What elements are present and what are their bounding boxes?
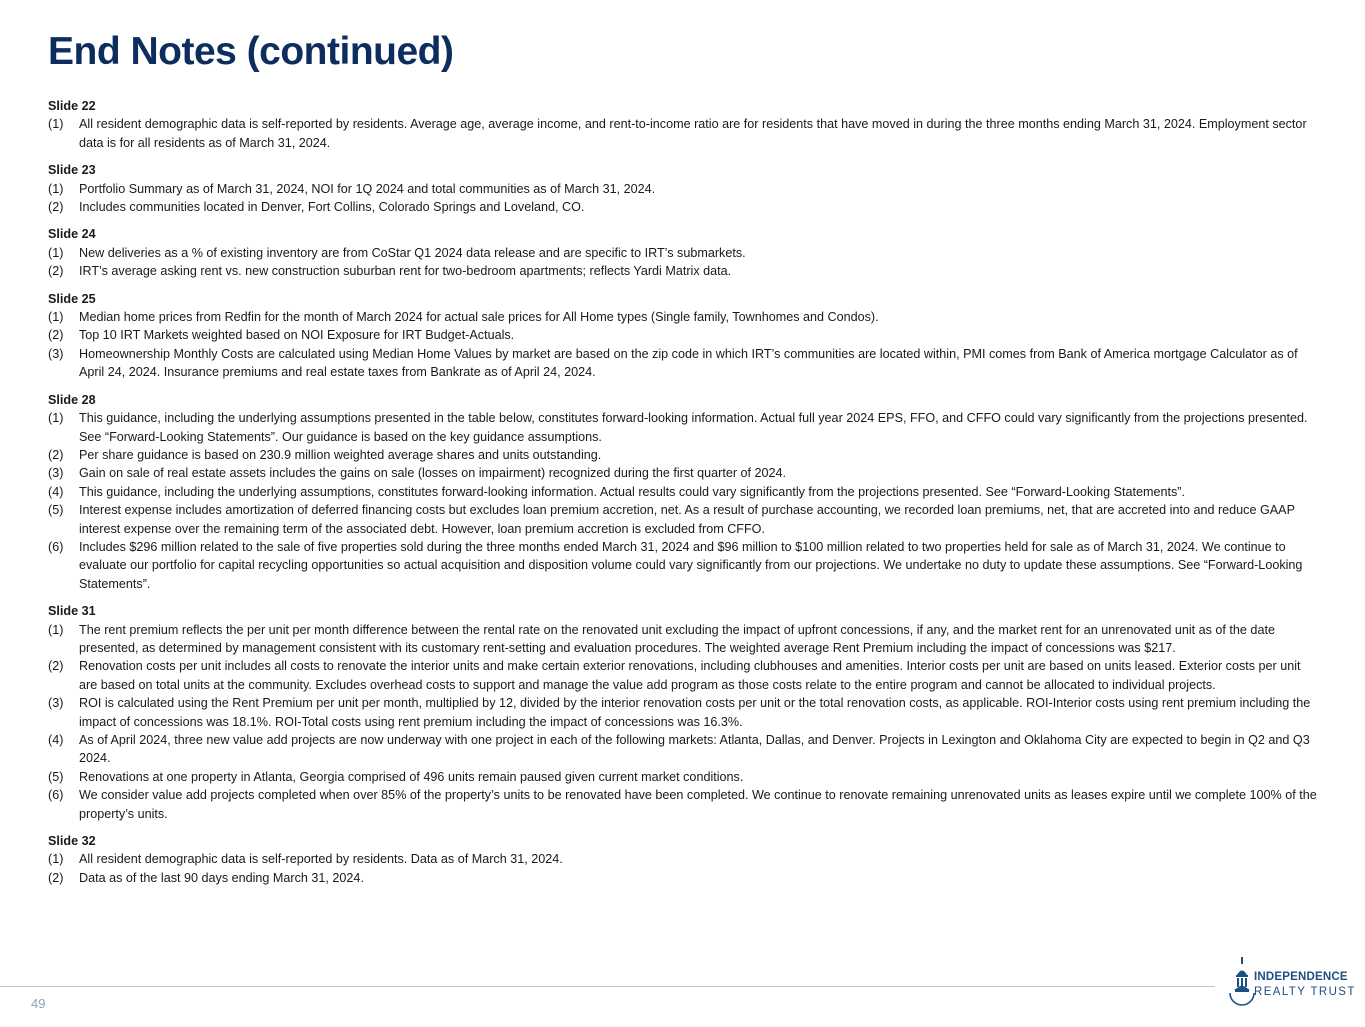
note-number: (6) (48, 539, 64, 554)
end-notes-list (48, 97, 1318, 896)
end-note (48, 198, 1318, 216)
note-number: (3) (48, 696, 64, 711)
end-note (48, 694, 1318, 731)
end-note (48, 308, 1318, 326)
end-note (48, 850, 1318, 868)
note-number: (5) (48, 503, 64, 518)
note-text: As of April 2024, three new value add projects are now underway with one project in each of the following markets: Atlanta, Dallas, and Denver. Projects in Lexington and Oklahoma City are expected to begin in Q2 and Q3 2024. (79, 733, 1310, 766)
slide-heading: Slide 31 (48, 604, 96, 619)
end-note (48, 786, 1318, 823)
note-text: Renovations at one property in Atlanta, Georgia comprised of 496 units remain paused given current market conditions. (79, 769, 744, 784)
note-text: Gain on sale of real estate assets includes the gains on sale (losses on impairment) recognized during the first quarter of 2024. (79, 466, 787, 481)
note-text: This guidance, including the underlying assumptions, constitutes forward-looking information. Actual results could vary significantly from the projections presented. See “Forward-Looking Statements”. (79, 484, 1186, 499)
note-number: (1) (48, 117, 64, 132)
note-number: (6) (48, 788, 64, 803)
note-number: (3) (48, 466, 64, 481)
slide-heading: Slide 32 (48, 834, 96, 849)
slide-heading: Slide 25 (48, 291, 96, 306)
note-text: Interest expense includes amortization of deferred financing costs but excludes loan premium accretion, net. As a result of purchase accounting, we recorded loan premiums, net, that are accreted into and reduce GAAP interest expense over the remaining term of the associated debt. However, loan premium accretion is excluded from CFFO. (79, 503, 1295, 536)
end-note (48, 483, 1318, 501)
note-number: (2) (48, 264, 64, 279)
end-note (48, 180, 1318, 198)
company-logo (1224, 955, 1359, 1010)
end-note (48, 244, 1318, 262)
slide-heading: Slide 24 (48, 227, 96, 242)
note-text: Includes communities located in Denver, Fort Collins, Colorado Springs and Loveland, CO. (79, 200, 585, 215)
note-text: Portfolio Summary as of March 31, 2024, NOI for 1Q 2024 and total communities as of March 31, 2024. (79, 181, 656, 196)
note-number: (2) (48, 659, 64, 674)
note-text: Renovation costs per unit includes all costs to renovate the interior units and make certain exterior renovations, including clubhouses and amenities. Interior costs per unit are based on units leased. Exterior costs per unit are based on total units at the community. Excludes overhead costs to support and manage the value add program as those costs relate to the entire program and cannot be allocated to individual projects. (79, 659, 1301, 692)
end-note (48, 326, 1318, 344)
end-note (48, 768, 1318, 786)
note-text: Median home prices from Redfin for the month of March 2024 for actual sale prices for All Home types (Single family, Townhomes and Condos). (79, 310, 879, 325)
slide-section (48, 832, 1318, 887)
note-text: All resident demographic data is self-reported by residents. Average age, average income, and rent-to-income ratio are for residents that have moved in during the three months ending March 31, 2024. Employment sector data is for all residents as of March 31, 2024. (79, 117, 1307, 150)
note-text: Includes $296 million related to the sale of five properties sold during the three months ended March 31, 2024 and $96 million to $100 million related to two properties held for sale as of March 31, 2024. We continue to evaluate our portfolio for capital recycling opportunities so actual acquisition and disposition volume could vary significantly from our projections. We undertake no duty to update these assumptions. See “Forward-Looking Statements”. (79, 539, 1303, 591)
note-number: (2) (48, 328, 64, 343)
slide-heading: Slide 23 (48, 163, 96, 178)
end-note (48, 621, 1318, 658)
end-note (48, 345, 1318, 382)
note-text: ROI is calculated using the Rent Premium per unit per month, multiplied by 12, divided by the interior renovation costs per unit or the total renovation costs, as applicable. ROI-Interior costs using rent premium including the impact of concessions was 18.1%. ROI-Total costs using rent premium including the impact of concessions was 16.3%. (79, 696, 1311, 729)
slide-section (48, 602, 1318, 823)
end-note (48, 501, 1318, 538)
end-note (48, 538, 1318, 593)
note-number: (1) (48, 411, 64, 426)
note-number: (2) (48, 200, 64, 215)
slide-heading: Slide 28 (48, 392, 96, 407)
logo-text-independence: INDEPENDENCE (1254, 971, 1348, 983)
page-title: End Notes (continued) (48, 30, 454, 73)
note-number: (1) (48, 245, 64, 260)
note-number: (4) (48, 484, 64, 499)
end-note (48, 262, 1318, 280)
note-text: Data as of the last 90 days ending March 31, 2024. (79, 870, 364, 885)
slide-section (48, 290, 1318, 382)
page-number: 49 (31, 996, 46, 1011)
note-number: (5) (48, 769, 64, 784)
end-note (48, 446, 1318, 464)
note-text: This guidance, including the underlying assumptions presented in the table below, constitutes forward-looking information. Actual full year 2024 EPS, FFO, and CFFO could vary significantly from the projections presented. See “Forward-Looking Statements”. Our guidance is based on the key guidance assumptions. (79, 411, 1308, 444)
end-note (48, 115, 1318, 152)
note-number: (4) (48, 733, 64, 747)
end-note (48, 731, 1318, 768)
note-number: (2) (48, 870, 64, 885)
slide-section (48, 161, 1318, 216)
slide-section (48, 225, 1318, 280)
note-number: (1) (48, 852, 64, 867)
slide-section (48, 97, 1318, 152)
note-text: We consider value add projects completed when over 85% of the property’s units to be renovated have been completed. We continue to renovate remaining unrenovated units as leases expire until we complete 100% of the property’s units. (79, 788, 1317, 821)
note-text: New deliveries as a % of existing inventory are from CoStar Q1 2024 data release and are specific to IRT’s submarkets. (79, 245, 746, 260)
note-text: Per share guidance is based on 230.9 million weighted average shares and units outstanding. (79, 447, 602, 462)
footer-divider (0, 986, 1215, 987)
note-text: Top 10 IRT Markets weighted based on NOI Exposure for IRT Budget-Actuals. (79, 328, 515, 343)
end-note (48, 464, 1318, 482)
note-text: The rent premium reflects the per unit per month difference between the rental rate on the renovated unit excluding the impact of upfront concessions, if any, and the market rent for an unrenovated unit as of the date presented, as determined by management consistent with its customary rent-setting and evaluation procedures. The weighted average Rent Premium including the impact of concessions was $217. (79, 622, 1275, 655)
note-number: (1) (48, 310, 64, 325)
slide-section (48, 391, 1318, 593)
note-text: All resident demographic data is self-reported by residents. Data as of March 31, 2024. (79, 852, 563, 867)
note-number: (1) (48, 622, 64, 637)
end-note (48, 657, 1318, 694)
note-number: (1) (48, 181, 64, 196)
end-note (48, 869, 1318, 887)
slide-heading: Slide 22 (48, 99, 96, 113)
note-number: (3) (48, 346, 64, 361)
note-number: (2) (48, 447, 64, 462)
end-note (48, 409, 1318, 446)
note-text: Homeownership Monthly Costs are calculated using Median Home Values by market are based on the zip code in which IRT’s communities are located within, PMI comes from Bank of America mortgage Calculator as of April 24, 2024. Insurance premiums and real estate taxes from Bankrate as of April 24, 2024. (79, 346, 1298, 380)
note-text: IRT’s average asking rent vs. new construction suburban rent for two-bedroom apartments; reflects Yardi Matrix data. (79, 264, 732, 279)
logo-text-realty-trust: REALTY TRUST (1254, 986, 1356, 998)
